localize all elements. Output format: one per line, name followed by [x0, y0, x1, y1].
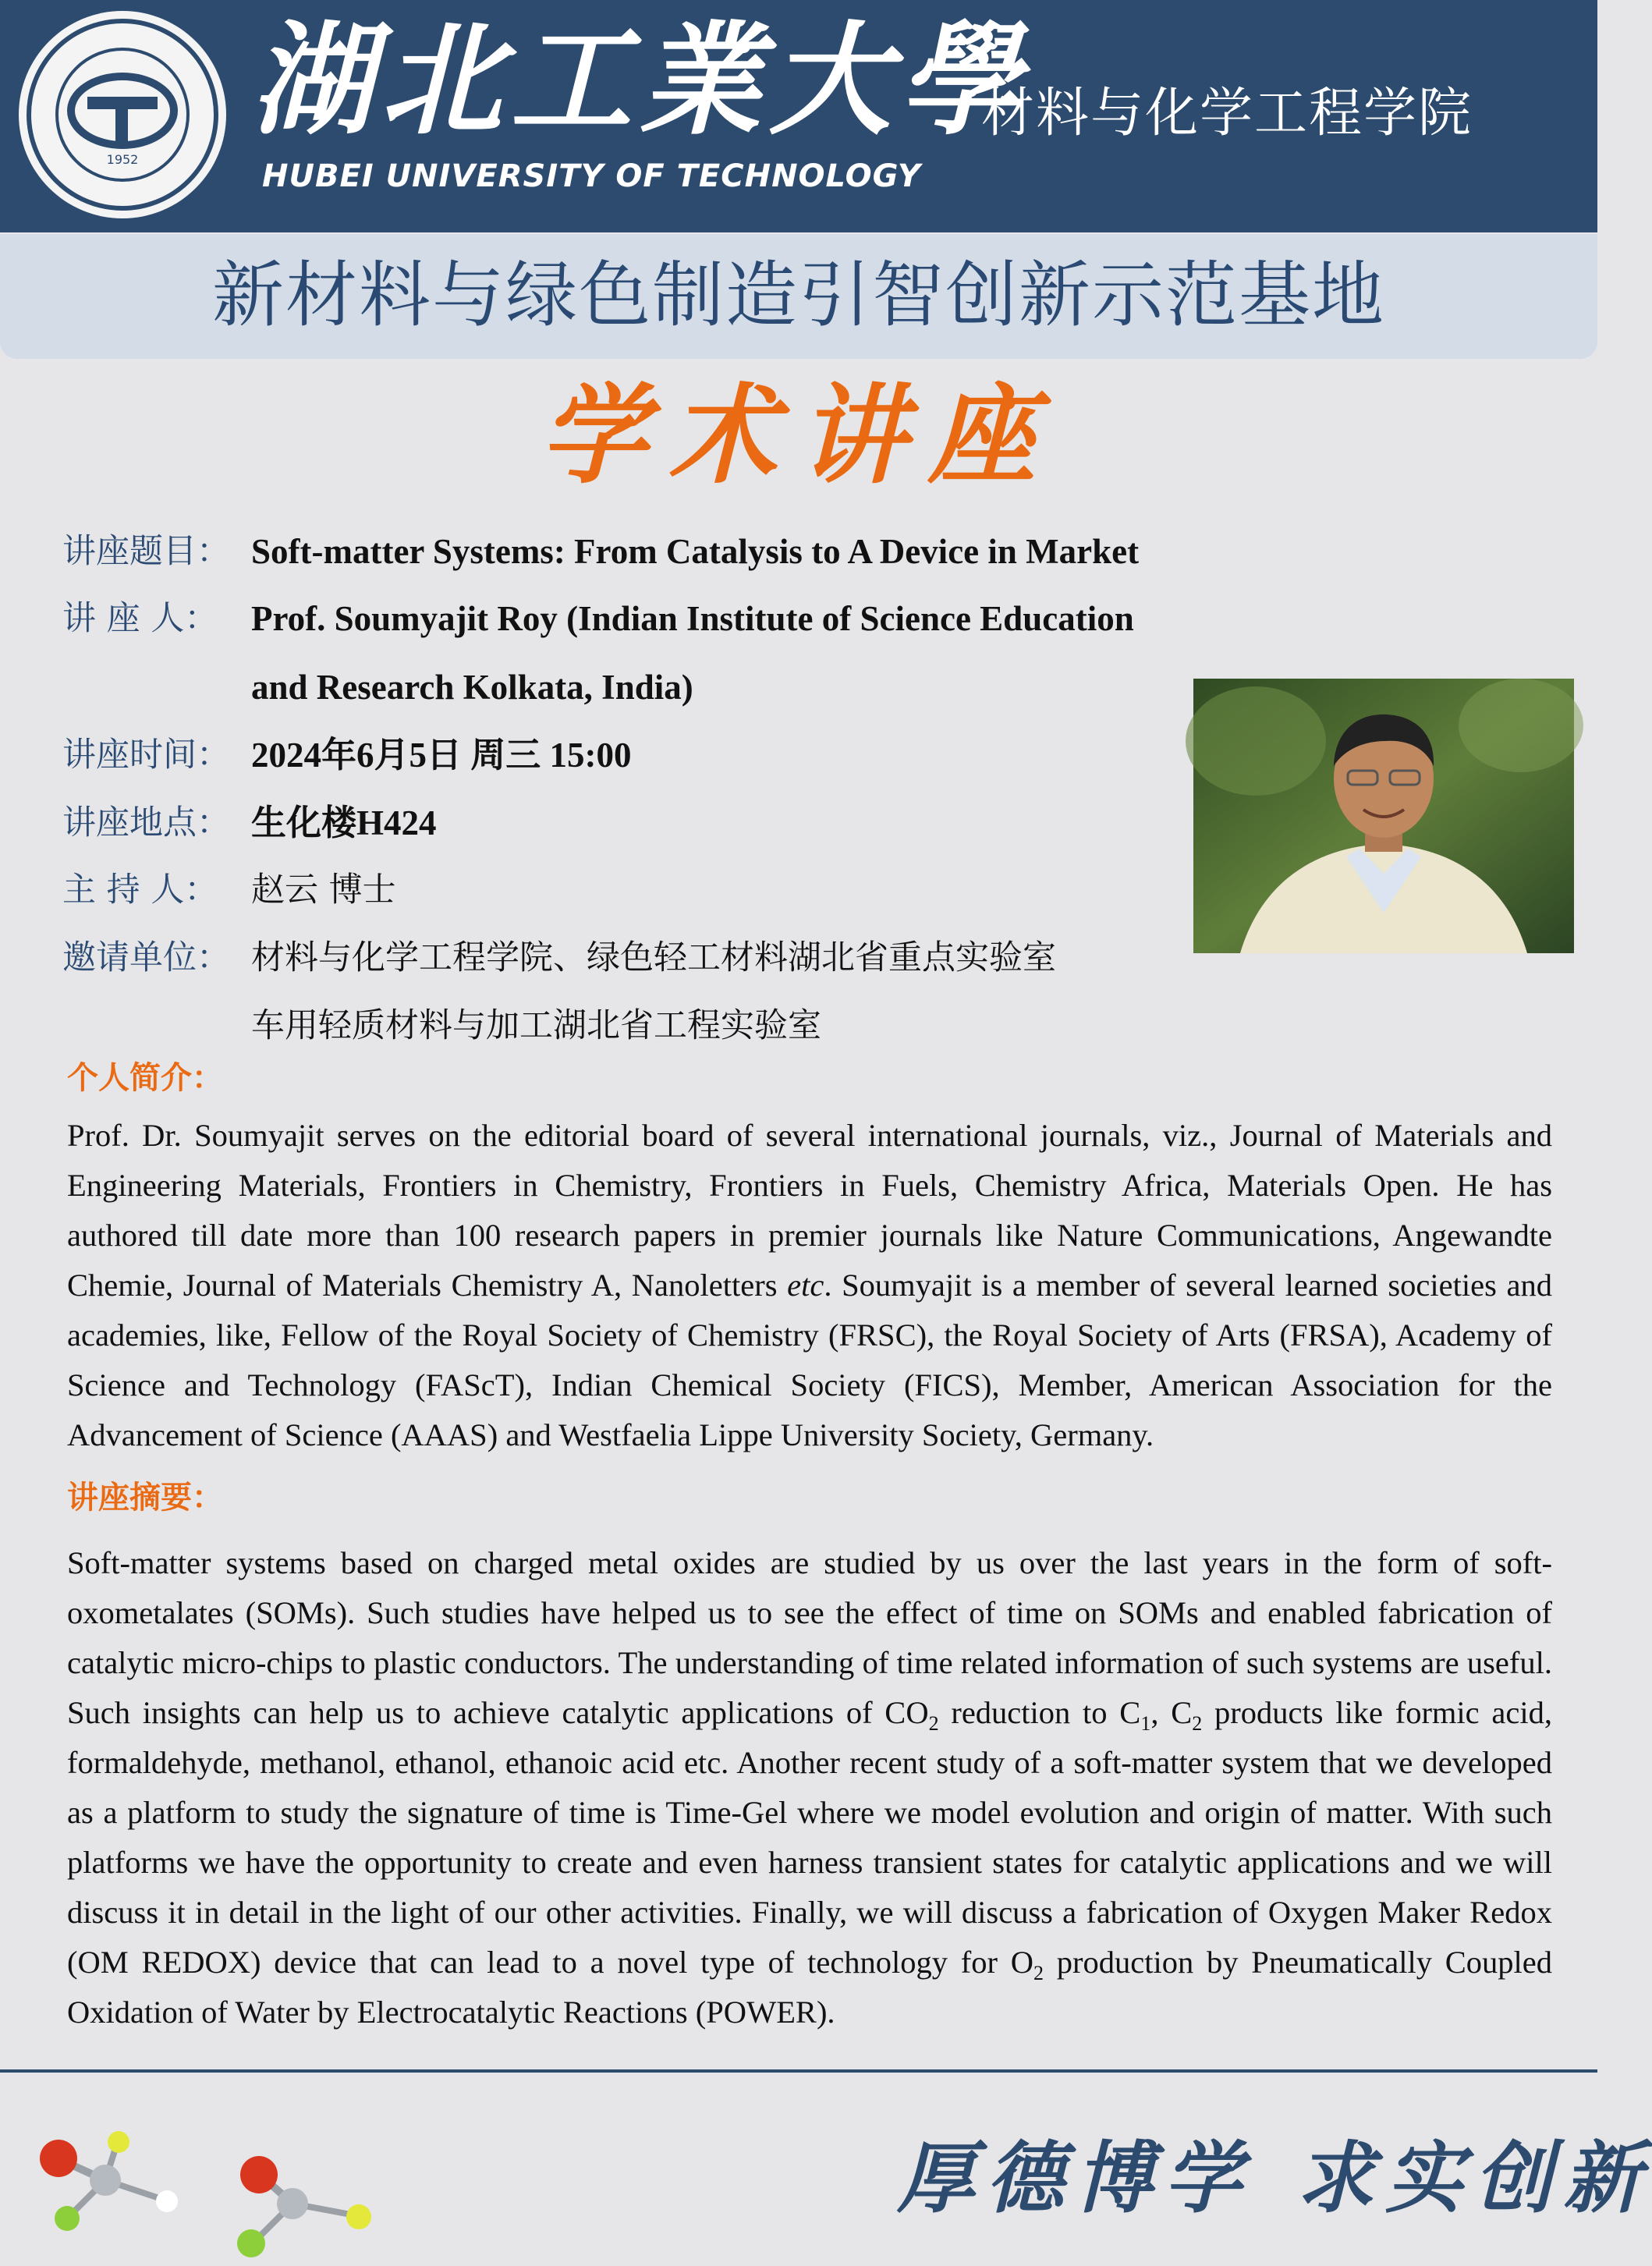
lecture-heading: 学术讲座 [539, 371, 1058, 498]
base-title: 新材料与绿色制造引智创新示范基地 [211, 254, 1385, 337]
school-name: 材料与化学工程学院 [981, 83, 1473, 144]
title-band [0, 234, 1597, 359]
header-banner [0, 0, 1597, 232]
abstract-part3: , C [1150, 1695, 1193, 1730]
motto-part1: 厚德博学 [897, 2132, 1253, 2224]
motto-part2: 求实创新 [1296, 2132, 1652, 2224]
time-label: 讲座时间： [62, 736, 230, 775]
inviter-label: 邀请单位： [62, 938, 230, 977]
speaker-value-line2: and Research Kolkata, India) [251, 668, 693, 707]
host-value: 赵云 博士 [251, 871, 396, 910]
abstract-title: 讲座摘要： [67, 1480, 223, 1516]
inviter-value-line2: 车用轻质材料与加工湖北省工程实验室 [251, 1006, 821, 1045]
university-name-english: HUBEI UNIVERSITY OF TECHNOLOGY [262, 158, 921, 194]
abstract-part5: production by Pneumatically Coupled Oxidation of Water by Electrocatalytic Reactions (POWER). [67, 1945, 1552, 2030]
svg-text:1952: 1952 [106, 152, 139, 167]
bio-text-part1: Prof. Dr. Soumyajit serves on the editorial board of several international journals, viz., Journal of Materials and Engineering Materials, Frontiers in Chemistry, Frontiers in Fuels, Chemistry Africa, Materials Open. He has authored till date more than 100 research papers in premier journals like Nature Communications, Angewandte Chemie, Journal of Materials Chemistry A, Nanoletters [67, 1118, 1552, 1303]
bio-text-part2: . Soumyajit is a member of several learned societies and academies, like, Fellow of the Royal Society of Chemistry (FRSC), the Royal Society of Arts (FRSA), Academy of Science and Technology (FAScT), Indian Chemical Society (FICS), Member, American Association for the Advancement of Science (AAAS) and Westfaelia Lippe University Society, Germany. [67, 1268, 1552, 1452]
speaker-value-line1: Prof. Soumyajit Roy (Indian Institute of Science Education [251, 599, 1134, 638]
abstract-sub-o2: 2 [1033, 1962, 1044, 1985]
molecule-illustration [23, 2114, 390, 2262]
inviter-value-line1: 材料与化学工程学院、绿色轻工材料湖北省重点实验室 [251, 938, 1056, 977]
footer-divider [0, 2069, 1597, 2073]
bio-title: 个人简介： [67, 1060, 223, 1096]
abstract-sub-co2: 2 [928, 1712, 939, 1736]
place-value: 生化楼H424 [251, 803, 437, 842]
host-label: 主 持 人： [62, 871, 218, 910]
abstract-text [67, 1538, 1552, 2037]
abstract-sub-c2: 2 [1192, 1712, 1203, 1736]
university-motto [897, 2131, 1652, 2225]
speaker-photo [1193, 679, 1574, 953]
bio-text-etc: etc [787, 1268, 824, 1303]
abstract-sub-c1: 1 [1140, 1712, 1151, 1736]
place-label: 讲座地点： [62, 803, 230, 842]
abstract-part1: Soft-matter systems based on charged metal oxides are studied by us over the last years in the form of soft-oxometalates (SOMs). Such studies have helped us to see the effect of time on SOMs and enabled fabrication of catalytic micro-chips to plastic conductors. The understanding of time related information of such systems are useful. Such insights can help us to achieve catalytic applications of CO [67, 1545, 1552, 1730]
bio-text [67, 1111, 1552, 1460]
abstract-part4: products like formic acid, formaldehyde, methanol, ethanol, ethanoic acid etc. Another recent study of a soft-matter system that we developed as a platform to study the signature of time is Time-Gel where we model evolution and origin of matter. With such platforms we have the opportunity to create and even harness transient states for catalytic applications and we will discuss it in detail in the light of our other activities. Finally, we will discuss a fabrication of Oxygen Maker Redox (OM REDOX) device that can lead to a novel type of technology for O [67, 1695, 1552, 1980]
abstract-part2: reduction to C [938, 1695, 1141, 1730]
topic-label: 讲座题目： [62, 532, 230, 571]
university-name-chinese: 湖北工業大學 [251, 9, 1028, 151]
speaker-label: 讲 座 人： [62, 599, 218, 638]
university-seal-logo [19, 11, 226, 218]
topic-value: Soft-matter Systems: From Catalysis to A Device in Market [251, 532, 1140, 571]
time-value: 2024年6月5日 周三 15:00 [251, 736, 632, 775]
